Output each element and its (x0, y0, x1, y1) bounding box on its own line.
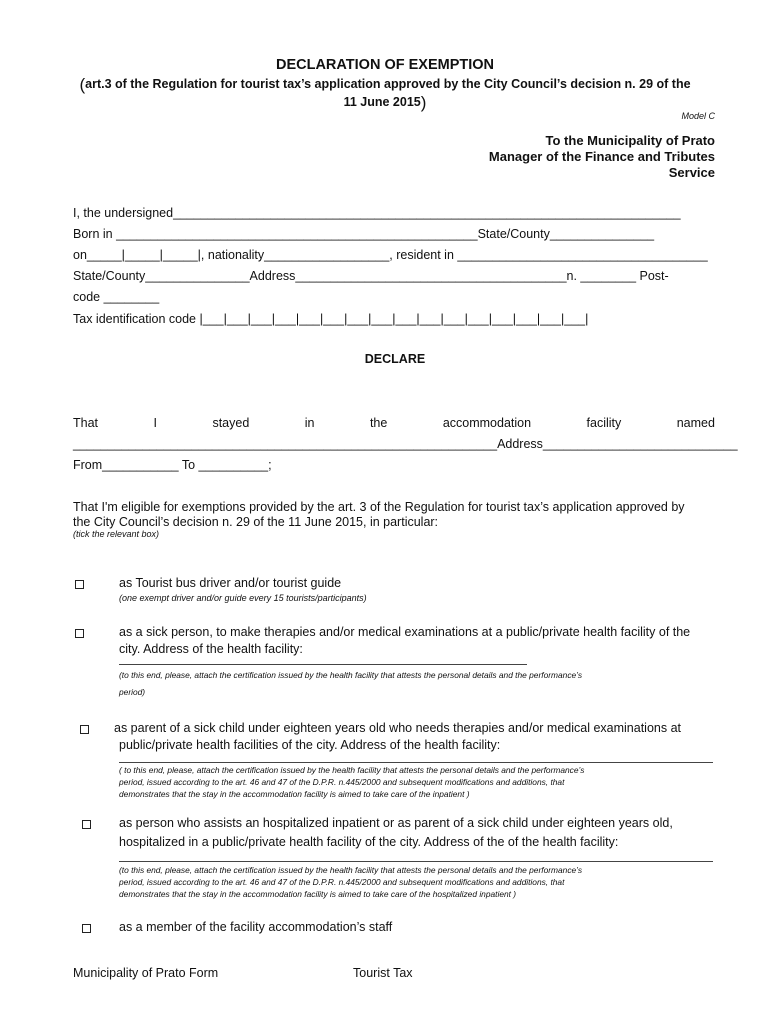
option-4-checkbox[interactable] (82, 820, 91, 829)
stay-dates-field[interactable]: From___________ To __________; (73, 458, 272, 472)
recipient-line-2: Manager of the Finance and Tributes (488, 149, 715, 164)
option-3-note-line-2: period, issued according to the art. 46 and 47 of the D.P.R. n.445/2000 and subsequent modifications and additions, that (119, 777, 565, 787)
stay-word: in (304, 416, 315, 430)
option-3-note-line-1: ( to this end, please, attach the certification issued by the health facility that attests the personal details and the performance’s (119, 765, 585, 775)
option-3-label-line-1: as parent of a sick child under eighteen years old who needs therapies and/or medical examinations at (114, 721, 682, 735)
stay-word: stayed (212, 416, 250, 430)
address-field[interactable]: State/County_______________Address_______________________________________n. ________ Post- (73, 269, 669, 283)
option-3-label-line-2: public/private health facilities of the city. Address of the health facility: (119, 738, 501, 752)
postcode-field[interactable]: code ________ (73, 290, 160, 304)
option-4-label-line-2: hospitalized in a public/private health facility of the city. Address of the of the health facility: (119, 835, 619, 849)
tick-hint: (tick the relevant box) (73, 529, 160, 539)
tax-id-field[interactable]: Tax identification code |___|___|___|___|___|___|___|___|___|___|___|___|___|___|___|___| (73, 312, 589, 326)
born-in-field[interactable]: Born in ____________________________________________________State/County_______________ (73, 227, 655, 241)
eligibility-line-2: the City Council’s decision n. 29 of the 11 June 2015, in particular: (73, 515, 439, 529)
option-1-checkbox[interactable] (75, 580, 84, 589)
document-title: DECLARATION OF EXEMPTION (275, 57, 495, 73)
option-1-note: (one exempt driver and/or guide every 15 tourists/participants) (119, 593, 367, 603)
option-5-checkbox[interactable] (82, 924, 91, 933)
declare-heading: DECLARE (364, 352, 426, 366)
footer-tax-name: Tourist Tax (353, 966, 413, 980)
stay-statement (73, 416, 715, 430)
birthdate-nationality-field[interactable]: on_____|_____|_____|, nationality__________________, resident in ____________________________________ (73, 248, 708, 262)
subtitle-line-2: 11 June 2015) (343, 93, 427, 112)
eligibility-line-1: That I'm eligible for exemptions provided by the art. 3 of the Regulation for tourist tax’s application approved by (73, 500, 685, 514)
option-2-note-line-2: period) (119, 687, 146, 697)
recipient-line-1: To the Municipality of Prato (545, 133, 715, 148)
subtitle-line-1: (art.3 of the Regulation for tourist tax’s application approved by the City Council’s decision n. 29 of the (79, 75, 691, 94)
option-3-note-line-3: demonstrates that the stay in the accommodation facility is aimed to take care of the inpatient ) (119, 789, 470, 799)
option-4-note-line-2: period, issued according to the art. 46 and 47 of the D.P.R. n.445/2000 and subsequent modifications and additions, that (119, 877, 565, 887)
option-2-label-line-2: city. Address of the health facility: (119, 642, 303, 656)
option-3-address-line[interactable] (119, 762, 713, 763)
option-1-label: as Tourist bus driver and/or tourist guide (119, 576, 342, 590)
footer-form-name: Municipality of Prato Form (73, 966, 219, 980)
stay-word: the (369, 416, 388, 430)
option-2-address-line[interactable] (119, 664, 527, 665)
undersigned-field[interactable]: I, the undersigned_________________________________________________________________________ (73, 206, 681, 220)
model-label: Model C (681, 111, 715, 121)
stay-word: accommodation (442, 416, 532, 430)
stay-word: That (73, 416, 99, 430)
option-3-checkbox[interactable] (80, 725, 89, 734)
option-4-address-line[interactable] (119, 861, 713, 862)
facility-name-address-field[interactable]: _____________________________________________________________Address____________________________ (73, 437, 738, 451)
stay-word: named (676, 416, 715, 430)
stay-word: I (153, 416, 157, 430)
option-4-note-line-3: demonstrates that the stay in the accommodation facility is aimed to take care of the hospitalized inpatient ) (119, 889, 517, 899)
option-2-note-line-1: (to this end, please, attach the certification issued by the health facility that attests the personal details and the performance’s (119, 670, 583, 680)
option-5-label: as a member of the facility accommodation’s staff (119, 920, 393, 934)
option-2-checkbox[interactable] (75, 629, 84, 638)
option-4-label-line-1: as person who assists an hospitalized inpatient or as parent of a sick child under eighteen years old, (119, 816, 673, 830)
option-2-label-line-1: as a sick person, to make therapies and/or medical examinations at a public/private health facility of the (119, 625, 691, 639)
option-4-note-line-1: (to this end, please, attach the certification issued by the health facility that attests the personal details and the performance’s (119, 865, 583, 875)
stay-word: facility (586, 416, 622, 430)
recipient-line-3: Service (668, 165, 715, 180)
